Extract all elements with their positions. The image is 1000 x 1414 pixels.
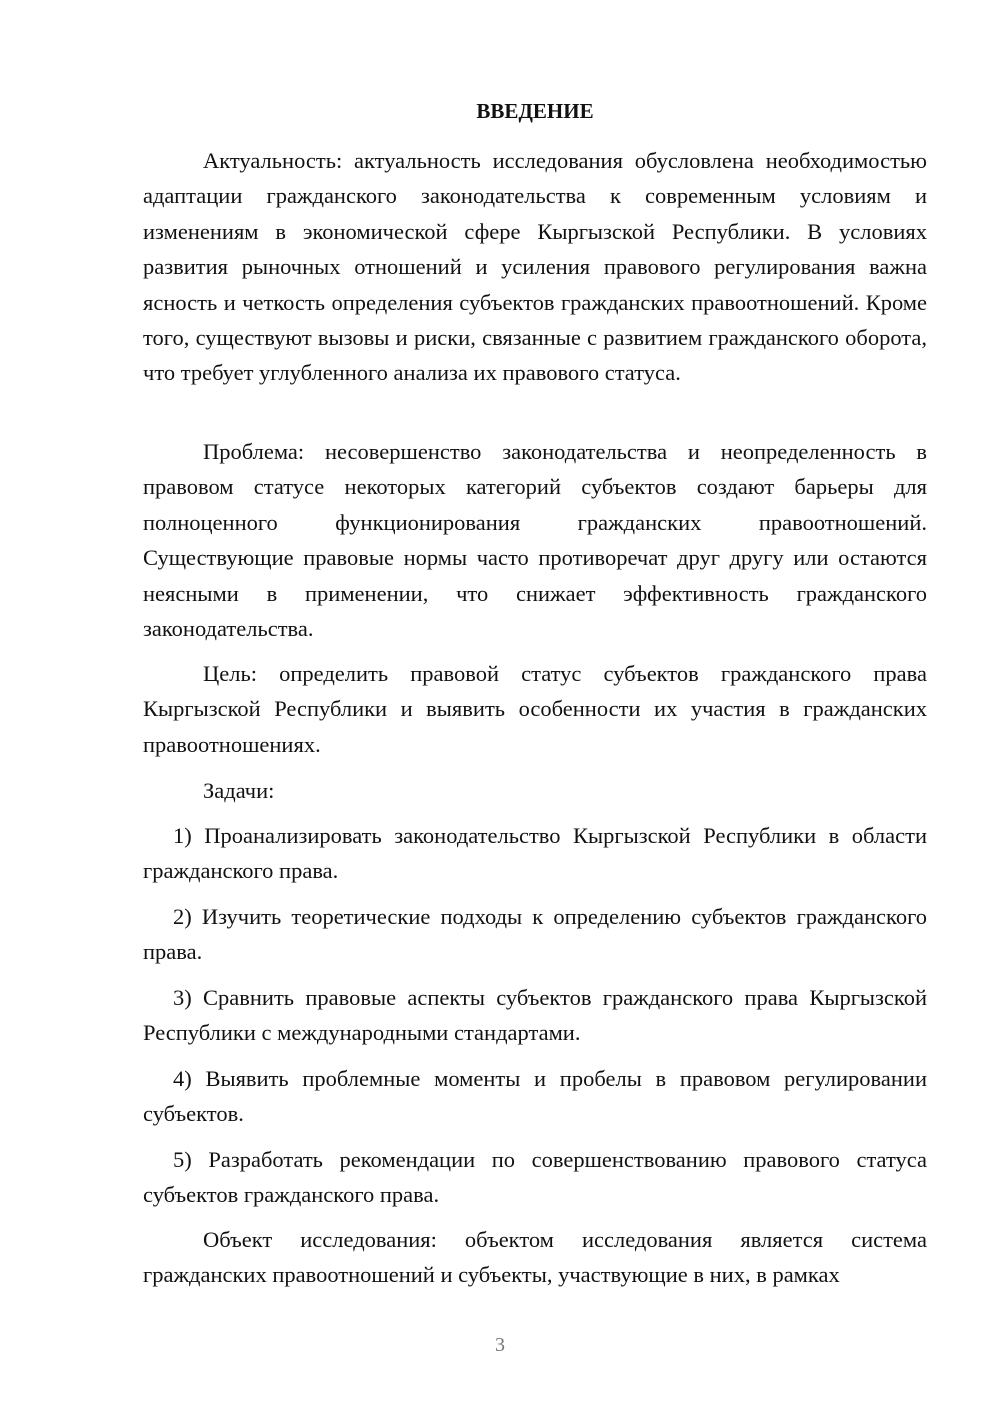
document-page <box>143 0 927 1414</box>
task-item: 1) Проанализировать законодательство Кыргызской Республики в области гражданского права. <box>143 823 927 884</box>
page-number: 3 <box>495 1334 505 1356</box>
paragraph-relevance: Актуальность: актуальность исследования обусловлена необходимостью адаптации гражданского законодательства к современным условиям и изменениям в экономической сфере Кыргызской Республики. В условиях развития рыночных отношений и усиления правового регулирования важна ясность и четкость определения субъектов гражданских правоотношений. Кроме того, существуют вызовы и риски, связанные с развитием гражданского оборота, что требует углубленного анализа их правового статуса. <box>143 148 927 386</box>
task-item: 2) Изучить теоретические подходы к определению субъектов гражданского права. <box>143 904 927 965</box>
paragraph-problem: Проблема: несовершенство законодательства и неопределенность в правовом статусе некоторых категорий субъектов создают барьеры для полноценного функционирования гражданских правоотношений. Существующие правовые нормы часто противоречат друг другу или остаются неясными в применении, что снижает эффективность гражданского законодательства. <box>143 439 927 642</box>
task-item: 4) Выявить проблемные моменты и пробелы в правовом регулировании субъектов. <box>143 1066 927 1127</box>
tasks-label: Задачи: <box>203 778 275 803</box>
page-title: ВВЕДЕНИЕ <box>476 99 594 123</box>
paragraph-goal: Цель: определить правовой статус субъектов гражданского права Кыргызской Республики и выявить особенности их участия в гражданских правоотношениях. <box>143 661 927 757</box>
task-item: 5) Разработать рекомендации по совершенствованию правового статуса субъектов гражданского права. <box>143 1147 927 1208</box>
task-item: 3) Сравнить правовые аспекты субъектов гражданского права Кыргызской Республики с международными стандартами. <box>143 985 927 1046</box>
paragraph-object: Объект исследования: объектом исследования является система гражданских правоотношений и субъекты, участвующие в них, в рамках <box>143 1227 927 1288</box>
